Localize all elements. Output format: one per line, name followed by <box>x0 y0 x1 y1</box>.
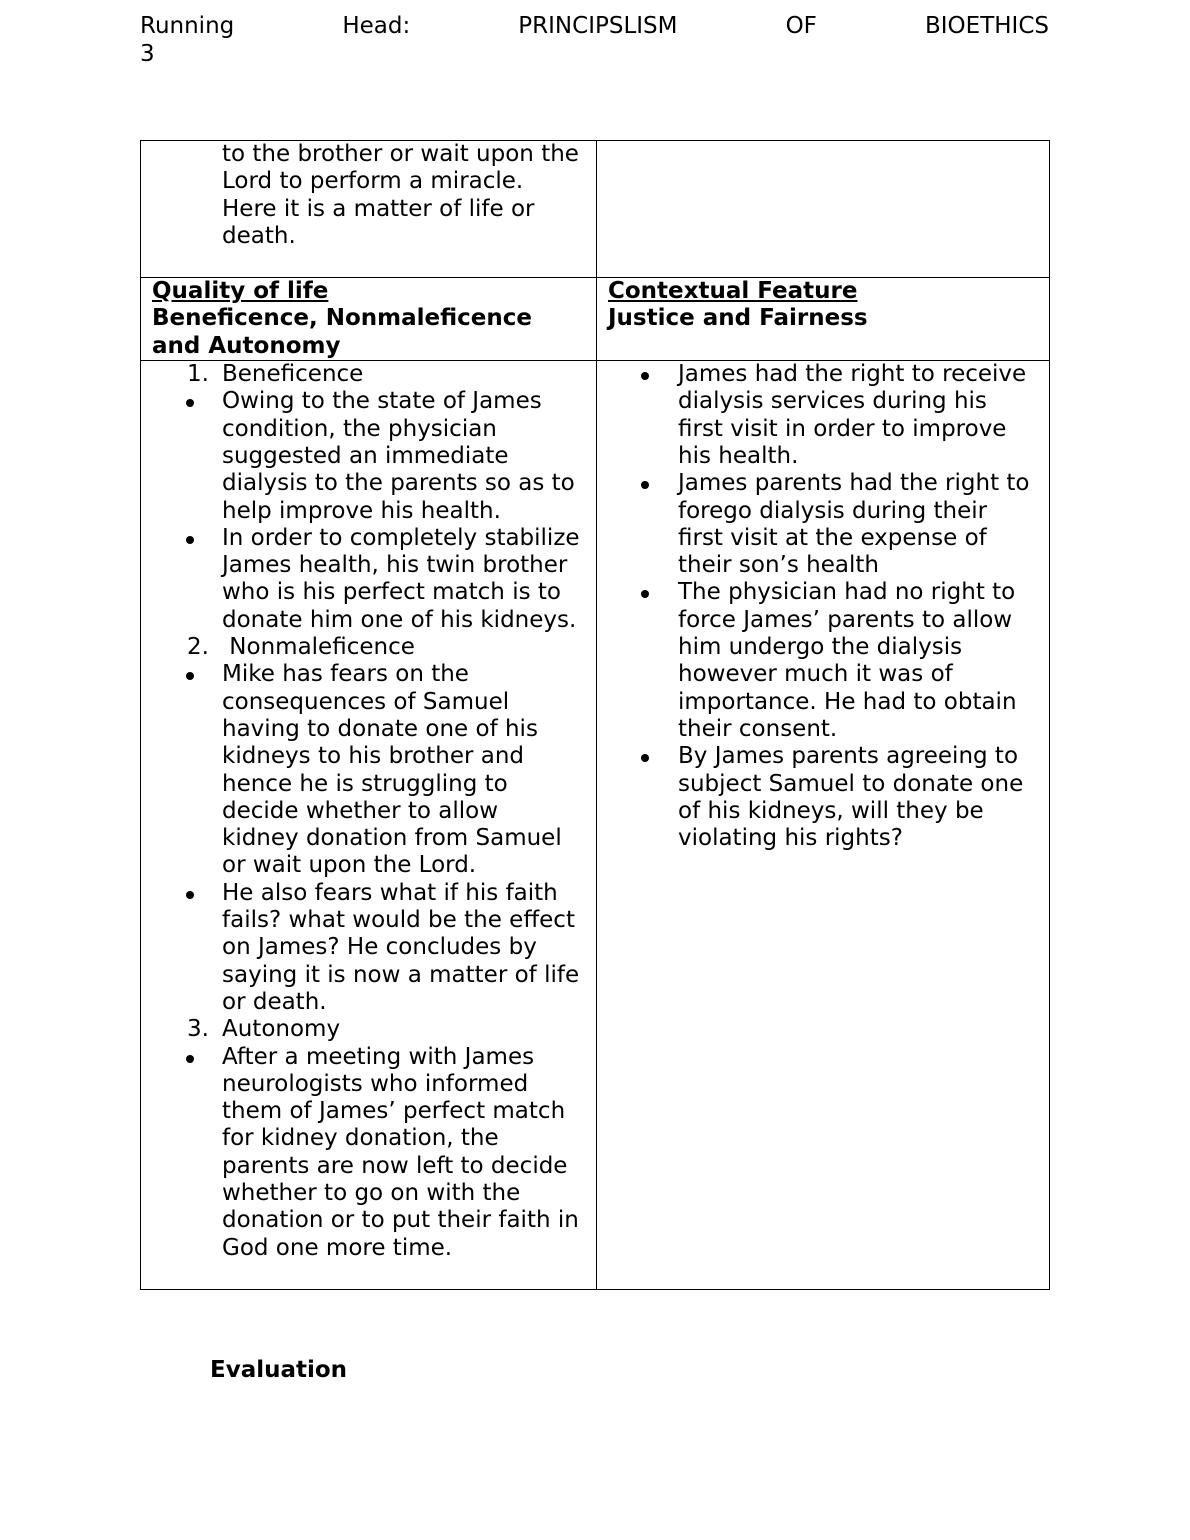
text-line: on James? He concludes by <box>222 934 537 961</box>
text-line: or death. <box>222 988 327 1015</box>
running-header <box>140 13 1049 69</box>
text-line: violating his rights? <box>678 825 903 852</box>
text-line: death. <box>222 222 296 249</box>
text-line: forego dialysis during their <box>678 497 988 524</box>
bullet-item <box>141 1044 596 1262</box>
bullet-item <box>597 743 1049 852</box>
contextual-feature-heading: Contextual Feature <box>608 278 858 305</box>
bullet-item <box>141 525 596 634</box>
list-number: 2. <box>187 634 209 661</box>
table-row <box>141 278 1050 361</box>
table-row <box>141 361 1050 1290</box>
text-line: whether to go on with the <box>222 1179 521 1206</box>
bullet-icon <box>641 754 649 762</box>
header-word: BIOETHICS <box>925 13 1049 39</box>
numbered-item <box>141 361 596 388</box>
bullet-icon <box>641 372 649 380</box>
running-head-line <box>140 13 1049 41</box>
bullet-icon <box>641 481 649 489</box>
principlism-table <box>140 140 1050 1290</box>
left-subheading-line: Beneficence, Nonmaleficence <box>152 305 533 332</box>
text-line: parents are now left to decide <box>222 1152 568 1179</box>
text-line: Mike has fears on the <box>222 661 469 688</box>
text-line: first visit in order to improve <box>678 415 1007 442</box>
right-content-cell <box>597 361 1050 1290</box>
text-line: Owing to the state of James <box>222 388 542 415</box>
empty-cell <box>597 141 1050 278</box>
text-line: In order to completely stabilize <box>222 524 580 551</box>
text-line: saying it is now a matter of life <box>222 961 580 988</box>
text-line: first visit at the expense of <box>678 524 987 551</box>
header-word: OF <box>785 13 817 39</box>
header-word: Head: <box>342 13 411 39</box>
left-heading-cell <box>141 278 597 361</box>
text-line: James health, his twin brother <box>222 552 568 579</box>
right-list <box>597 361 1049 879</box>
right-heading-cell <box>597 278 1050 361</box>
header-word: PRINCIPSLISM <box>518 13 678 39</box>
bullet-item <box>597 470 1049 579</box>
text-line: Here it is a matter of life or <box>222 195 535 222</box>
text-line: By James parents agreeing to <box>678 743 1019 770</box>
header-word: Running <box>140 13 235 39</box>
text-line: Beneficence <box>222 361 364 388</box>
page-number: 3 <box>140 41 155 67</box>
text-line: hence he is struggling to <box>222 770 508 797</box>
bullet-item <box>141 661 596 879</box>
text-line: their son’s health <box>678 552 879 579</box>
text-line: for kidney donation, the <box>222 1125 499 1152</box>
bullet-item <box>597 361 1049 470</box>
continuation-cell <box>141 141 597 278</box>
text-line: donate him one of his kidneys. <box>222 606 577 633</box>
text-line: decide whether to allow <box>222 797 499 824</box>
bullet-icon <box>186 536 194 544</box>
text-line: suggested an immediate <box>222 442 509 469</box>
text-line: Autonomy <box>222 1016 341 1043</box>
evaluation-heading: Evaluation <box>210 1357 348 1383</box>
bullet-item <box>141 880 596 1016</box>
text-line: his health. <box>678 442 799 469</box>
quality-of-life-heading: Quality of life <box>152 278 329 305</box>
right-subheading: Justice and Fairness <box>608 305 868 332</box>
numbered-item <box>141 634 596 661</box>
text-line: him undergo the dialysis <box>678 634 963 661</box>
text-line: dialysis services during his <box>678 388 987 415</box>
table-row <box>141 141 1050 278</box>
text-line: James had the right to receive <box>678 361 1027 388</box>
text-line: kidneys to his brother and <box>222 743 525 770</box>
bullet-icon <box>641 590 649 598</box>
bullet-icon <box>186 1055 194 1063</box>
list-number: 3. <box>187 1016 209 1043</box>
text-line: He also fears what if his faith <box>222 879 558 906</box>
text-line: having to donate one of his <box>222 715 538 742</box>
left-subheading-line: and Autonomy <box>152 332 341 359</box>
text-line: fails? what would be the effect <box>222 907 575 934</box>
text-line: kidney donation from Samuel <box>222 825 562 852</box>
text-line: Lord to perform a miracle. <box>222 168 524 195</box>
continuation-text <box>141 141 596 277</box>
left-content-cell <box>141 361 597 1290</box>
text-line: force James’ parents to allow <box>678 606 1013 633</box>
text-line: however much it was of <box>678 661 953 688</box>
text-line: consequences of Samuel <box>222 688 510 715</box>
text-line: subject Samuel to donate one <box>678 770 1024 797</box>
bullet-icon <box>186 672 194 680</box>
text-line: God one more time. <box>222 1234 453 1261</box>
text-line: them of James’ perfect match <box>222 1098 566 1125</box>
text-line: who is his perfect match is to <box>222 579 561 606</box>
text-line: or wait upon the Lord. <box>222 852 477 879</box>
bullet-item <box>141 388 596 524</box>
numbered-item <box>141 1016 596 1043</box>
text-line: of his kidneys, will they be <box>678 797 984 824</box>
text-line: dialysis to the parents so as to <box>222 470 575 497</box>
text-line: condition, the physician <box>222 415 497 442</box>
text-line: to the brother or wait upon the <box>222 141 579 167</box>
text-line: help improve his health. <box>222 497 501 524</box>
text-line: donation or to put their faith in <box>222 1207 579 1234</box>
text-line: importance. He had to obtain <box>678 688 1017 715</box>
left-list <box>141 361 596 1289</box>
text-line: Nonmaleficence <box>222 634 415 661</box>
bullet-icon <box>186 891 194 899</box>
text-line: After a meeting with James <box>222 1043 535 1070</box>
text-line: The physician had no right to <box>678 579 1016 606</box>
text-line: their consent. <box>678 715 838 742</box>
bullet-item <box>597 579 1049 743</box>
bullet-icon <box>186 399 194 407</box>
text-line: James parents had the right to <box>678 470 1030 497</box>
list-number: 1. <box>187 361 209 388</box>
text-line: neurologists who informed <box>222 1070 529 1097</box>
